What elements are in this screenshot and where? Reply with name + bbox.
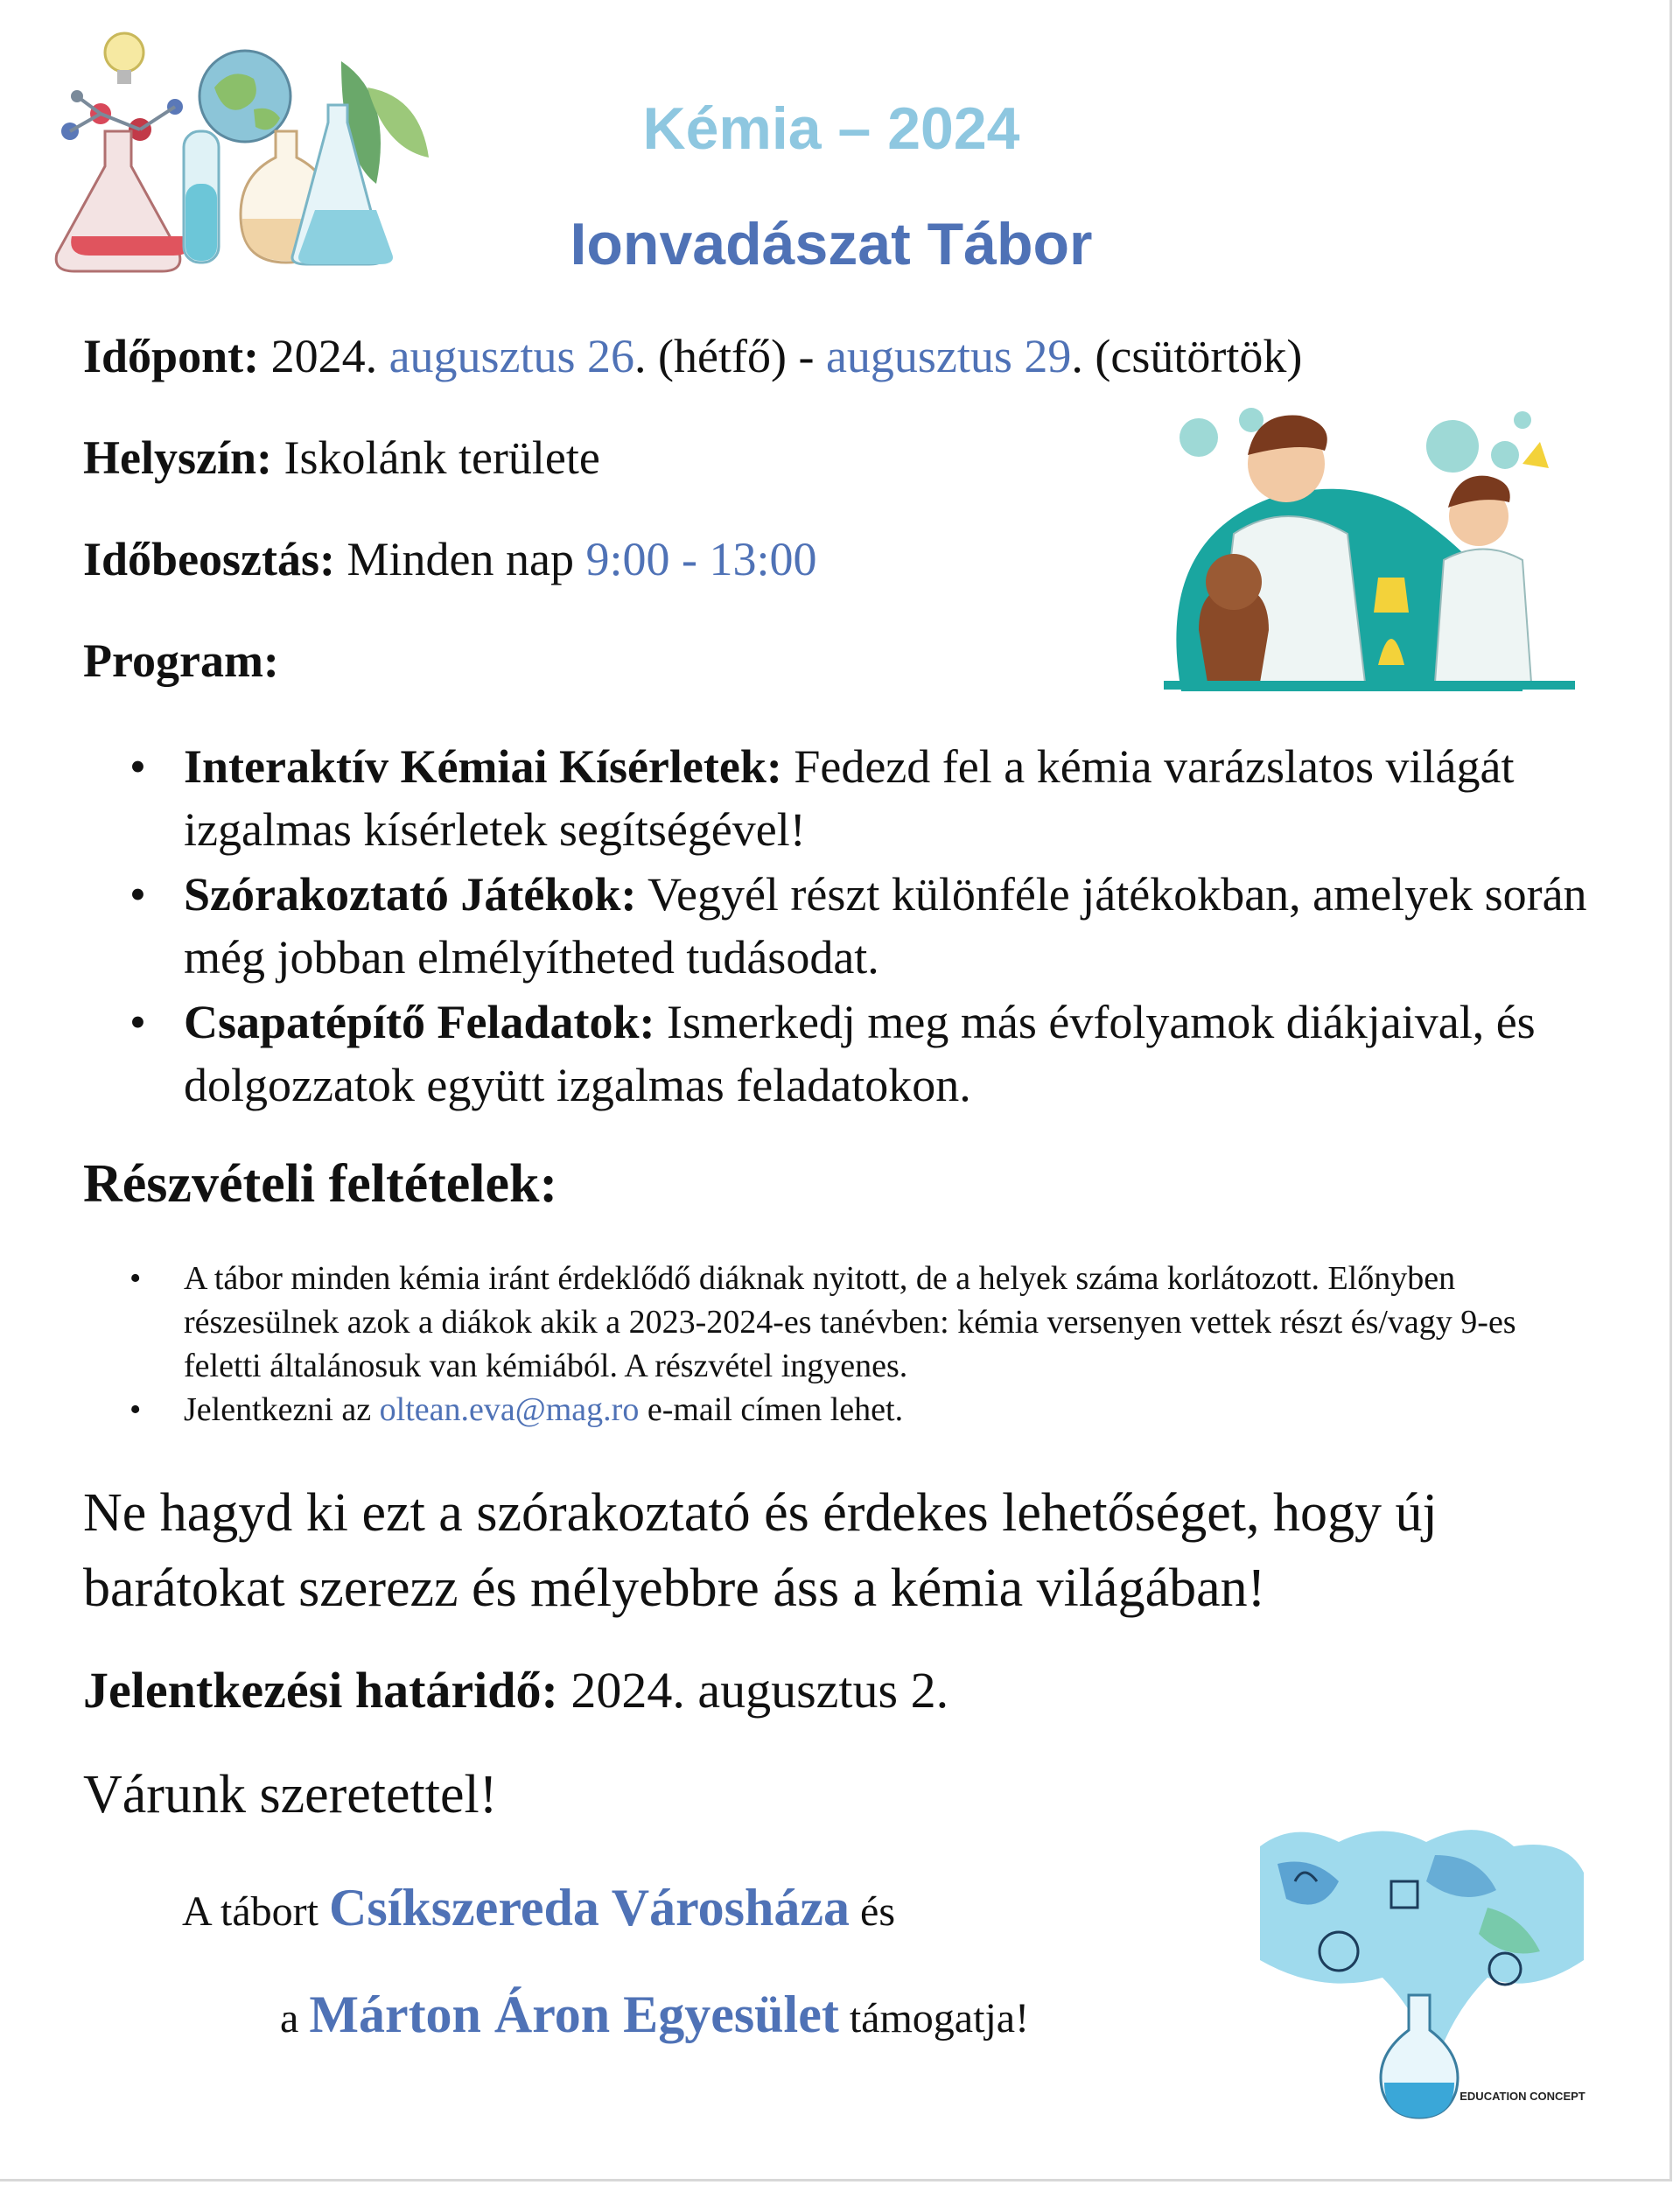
deadline-label: Jelentkezési határidő: — [83, 1662, 558, 1719]
program-list — [122, 735, 1610, 1118]
date-end-day: . (csütörtök) — [1071, 330, 1303, 382]
sponsor-suffix: támogatja! — [838, 1995, 1030, 2041]
schedule-label: Időbeosztás: — [83, 533, 336, 585]
conditions-heading: Részvételi feltételek: — [83, 1154, 558, 1214]
flask-splash-illustration — [1260, 1829, 1592, 2161]
list-item — [122, 1388, 1566, 1432]
date-end: augusztus 29 — [825, 330, 1072, 382]
conditions-list — [122, 1257, 1566, 1432]
sponsor-prefix: A tábort — [182, 1888, 329, 1935]
program-item-text: Fedezd fel a kémia varázslatos világát izgalmas kísérletek segítségével! — [184, 740, 1515, 856]
program-item-title: Csapatépítő Feladatok: — [184, 996, 655, 1048]
date-label: Időpont: — [83, 330, 260, 382]
welcome-text: Várunk szeretettel! — [83, 1765, 498, 1824]
scientists-illustration — [1164, 403, 1575, 700]
date-start-day: . (hétfő) - — [634, 330, 826, 382]
location-value: Iskolánk területe — [271, 431, 600, 484]
title: Kémia – 2024 — [642, 95, 1020, 162]
closing-paragraph: Ne hagyd ki ezt a szórakoztató és érdekes lehetőséget, hogy új barátokat szerezz és mélyebbre áss a kémia világában! — [83, 1483, 1438, 1618]
program-item-title: Szórakoztató Játékok: — [184, 868, 637, 921]
date-year: 2024. — [259, 330, 389, 382]
list-item — [122, 863, 1610, 989]
program-item-title: Interaktív Kémiai Kísérletek: — [184, 740, 782, 793]
schedule-text: Minden nap — [335, 533, 586, 585]
condition-text: A tábor minden kémia iránt érdeklődő diáknak nyitott, de a helyek száma korlátozott. Előnyben részesülnek azok a diákok akik a 2023-2024-es tanévben: kémia versenyen vettek részt és/vagy 9-es feletti általánosuk van kémiából. A részvétel ingyenes. — [184, 1260, 1516, 1384]
schedule-time: 9:00 - 13:00 — [585, 533, 817, 585]
sponsor-line-1 — [182, 1878, 895, 1938]
list-item — [122, 991, 1610, 1117]
sponsor-prefix: a — [280, 1995, 310, 2041]
email-link[interactable]: oltean.eva@mag.ro — [379, 1391, 640, 1428]
sponsor-org-1: Csíkszereda Városháza — [328, 1879, 850, 1936]
program-label: Program: — [83, 634, 279, 687]
location-label: Helyszín: — [83, 431, 272, 484]
sponsor-suffix: és — [850, 1888, 895, 1935]
subtitle: Ionvadászat Tábor — [570, 211, 1093, 277]
date-start: augusztus 26 — [388, 330, 635, 382]
condition-prefix: Jelentkezni az — [184, 1391, 380, 1428]
list-item — [122, 735, 1610, 861]
schedule-line — [83, 532, 816, 586]
condition-suffix: e-mail címen lehet. — [639, 1391, 904, 1428]
corner-logo-text: EDUCATION CONCEPT — [1460, 2090, 1586, 2103]
deadline-value: 2024. augusztus 2. — [557, 1662, 949, 1719]
deadline-line — [83, 1661, 948, 1719]
location-line — [83, 431, 600, 485]
program-item-text: Ismerkedj meg más évfolyamok diákjaival, és dolgozzatok együtt izgalmas feladatokon. — [184, 996, 1536, 1111]
date-line — [83, 329, 1302, 383]
lab-glassware-illustration — [52, 26, 472, 289]
list-item — [122, 1257, 1566, 1388]
program-item-text: Vegyél részt különféle játékokban, amelyek során még jobban elmélyítheted tudásodat. — [184, 868, 1587, 984]
sponsor-line-2 — [280, 1985, 1029, 2045]
program-line — [83, 634, 279, 688]
sponsor-org-2: Márton Áron Egyesület — [309, 1985, 839, 2043]
